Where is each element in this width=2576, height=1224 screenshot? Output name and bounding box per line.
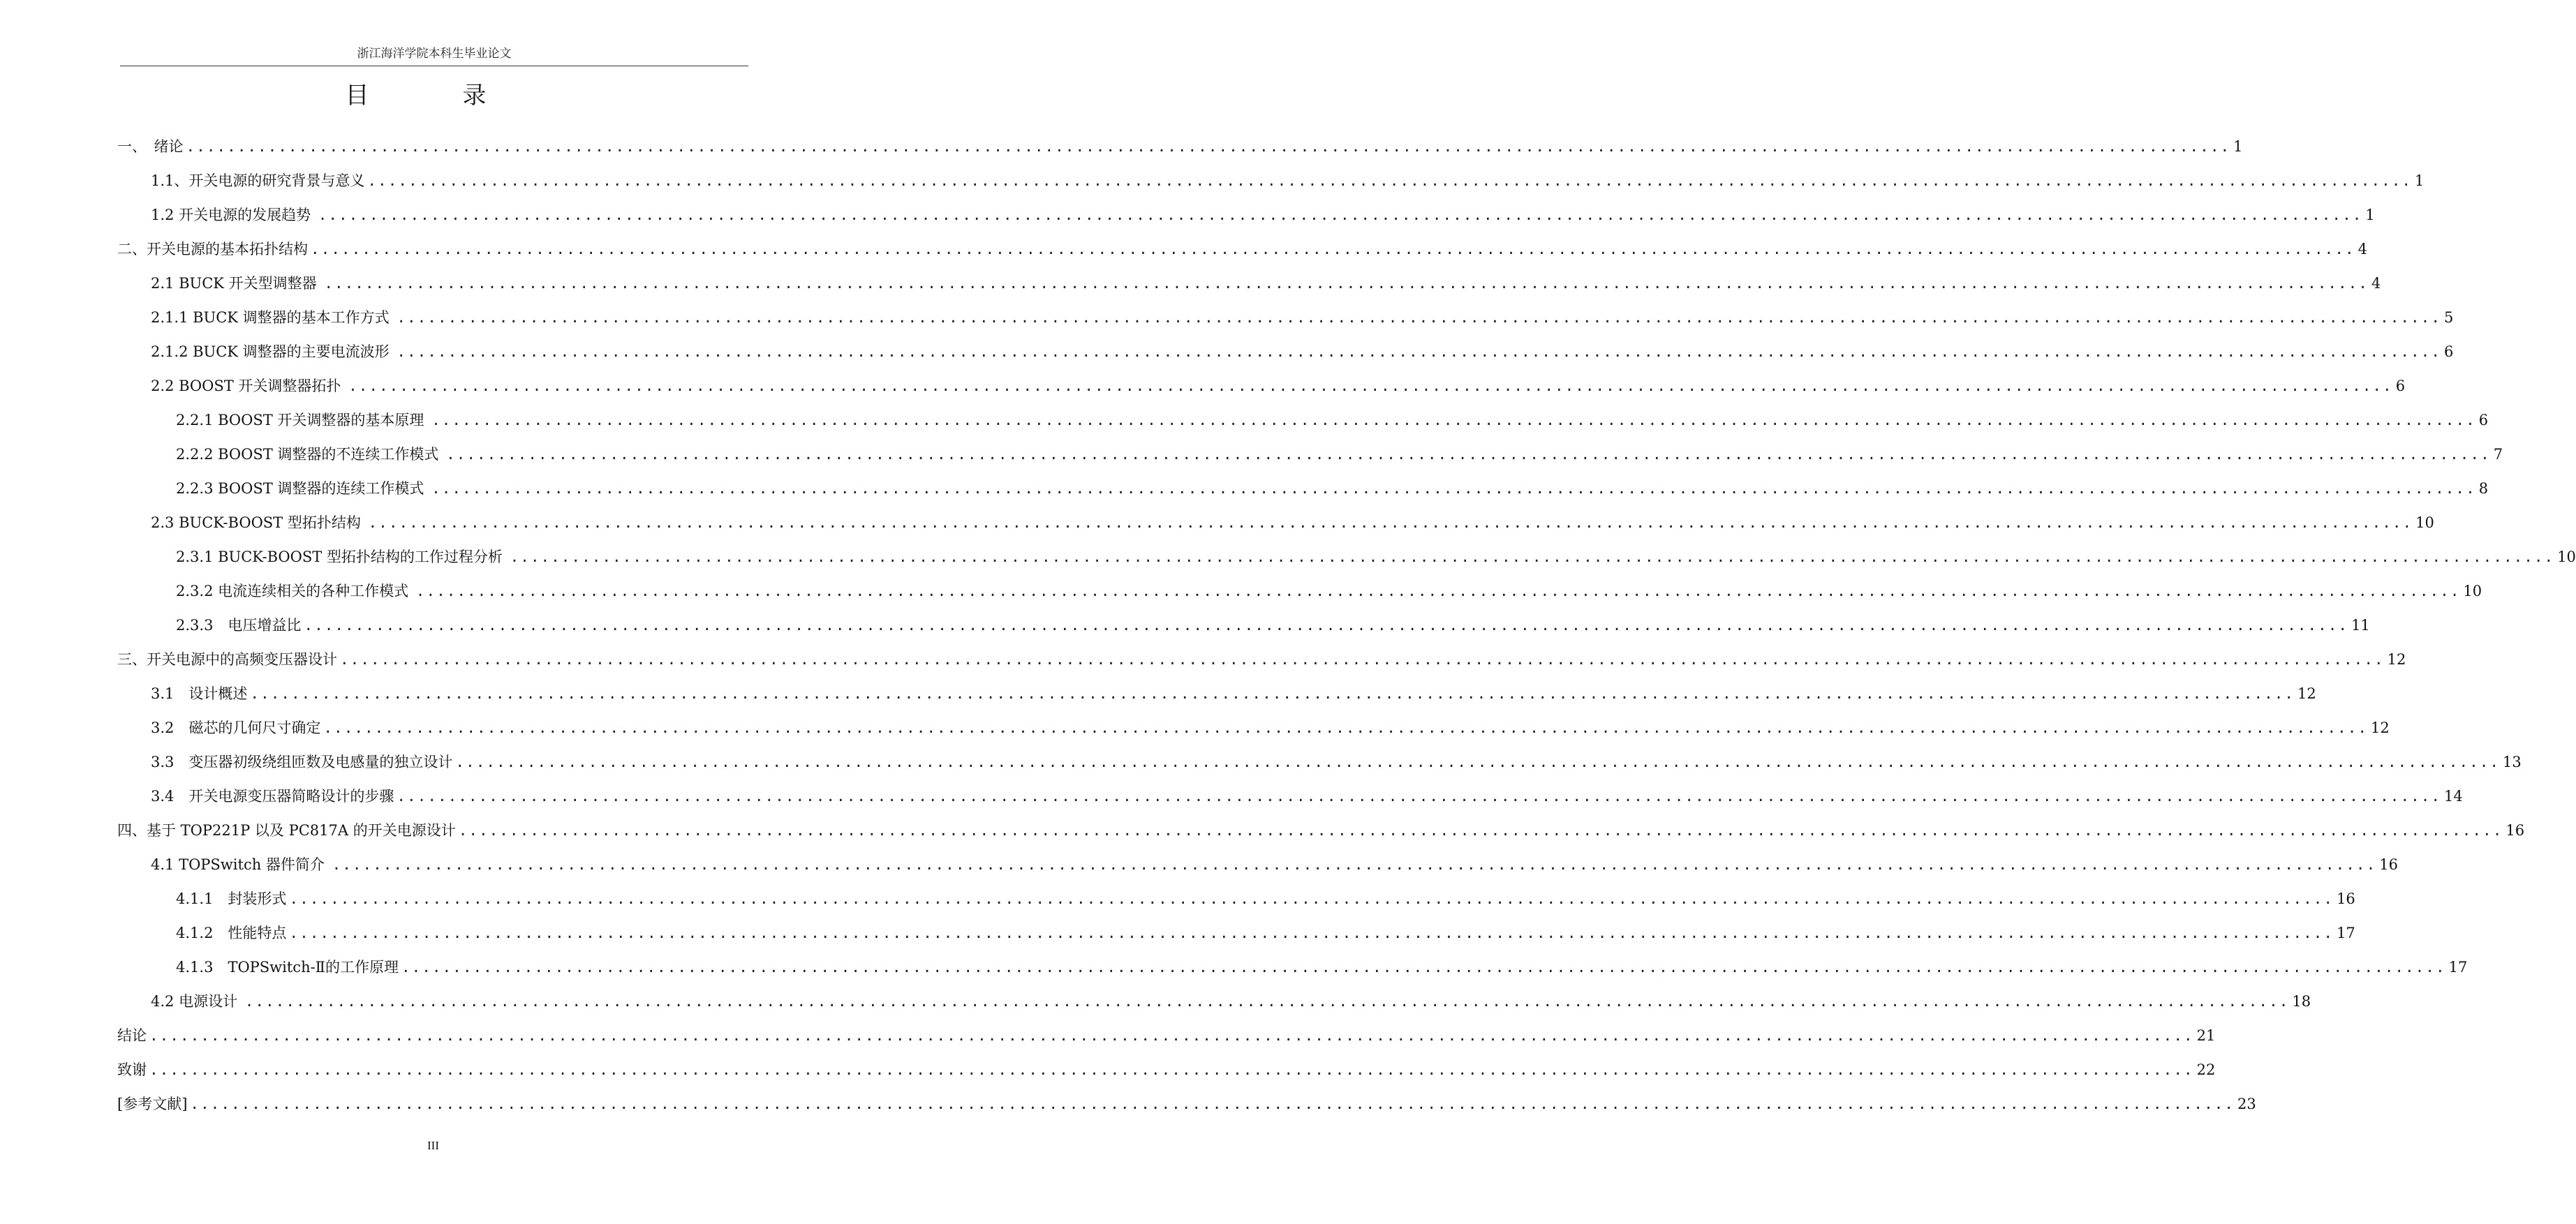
toc-leader-dots: ........................................................................................................................................................................................................ [311, 241, 2355, 258]
toc-entry[interactable] [117, 335, 2454, 369]
toc-entry-page: 6 [2443, 343, 2454, 360]
toc-entry[interactable] [117, 1053, 2216, 1087]
toc-entry[interactable] [117, 1019, 2216, 1053]
toc-leader-dots: ........................................................................................................................................................................................................ [318, 207, 2363, 223]
toc-entry-page: 11 [2351, 617, 2370, 634]
toc-leader-dots: ........................................................................................................................................................................................................ [431, 412, 2476, 428]
toc-leader-dots: ........................................................................................................................................................................................................ [332, 856, 2377, 873]
toc-entry-page: 4 [2357, 241, 2367, 258]
toc-entry-page: 6 [2478, 412, 2489, 428]
toc-leader-dots: ........................................................................................................................................................................................................ [244, 993, 2290, 1010]
toc-entry-label: 二、开关电源的基本拓扑结构 [117, 241, 308, 258]
toc-entry[interactable] [117, 985, 2311, 1019]
toc-entry[interactable] [117, 1087, 2256, 1121]
toc-entry[interactable] [117, 267, 2381, 301]
toc-entry-label: 2.3.2 电流连续相关的各种工作模式 [176, 583, 413, 599]
toc-leader-dots: ........................................................................................................................................................................................................ [250, 685, 2295, 702]
toc-entry-page: 14 [2444, 788, 2463, 805]
toc-entry-label: 四、基于 TOP221P 以及 PC817A 的开关电源设计 [117, 822, 456, 839]
toc-leader-dots: ........................................................................................................................................................................................................ [458, 822, 2503, 839]
toc-leader-dots: ........................................................................................................................................................................................................ [397, 309, 2441, 326]
toc-entry-label: 3.3 变压器初级绕组匝数及电感量的独立设计 [151, 754, 453, 770]
toc-entry-label: 2.3 BUCK-BOOST 型拓扑结构 [151, 514, 366, 531]
toc-entry-page: 16 [2379, 856, 2398, 873]
toc-leader-dots: ........................................................................................................................................................................................................ [455, 754, 2501, 770]
toc-entry-label: 2.2.2 BOOST 调整器的不连续工作模式 [176, 446, 444, 463]
toc-entry-label: 2.1.1 BUCK 调整器的基本工作方式 [151, 309, 394, 326]
toc-leader-dots: ........................................................................................................................................................................................................ [415, 583, 2461, 599]
toc-entry-label: 2.2.3 BOOST 调整器的连续工作模式 [176, 480, 429, 497]
toc-entry-label: 2.3.1 BUCK-BOOST 型拓扑结构的工作过程分析 [176, 548, 508, 565]
toc-leader-dots: ........................................................................................................................................................................................................ [348, 378, 2393, 394]
toc-entry-page: 8 [2478, 480, 2489, 497]
toc-entry-label: [参考文献] [117, 1096, 188, 1112]
toc-leader-dots: ........................................................................................................................................................................................................ [186, 138, 2231, 155]
toc-entry[interactable] [117, 301, 2454, 335]
toc-leader-dots: ........................................................................................................................................................................................................ [368, 514, 2413, 531]
toc-entry-page: 10 [2463, 583, 2482, 599]
toc-entry-label: 2.1 BUCK 开关型调整器 [151, 275, 322, 292]
toc-entry[interactable] [117, 369, 2406, 403]
toc-entry[interactable] [117, 882, 2355, 916]
toc-entry-label: 2.3.3 电压增益比 [176, 617, 302, 634]
toc-entry-label: 三、开关电源中的高频变压器设计 [117, 651, 337, 668]
toc-leader-dots: ........................................................................................................................................................................................................ [401, 959, 2446, 976]
toc-leader-dots: ........................................................................................................................................................................................................ [510, 548, 2555, 565]
toc-leader-dots: ........................................................................................................................................................................................................ [289, 925, 2334, 941]
toc-entry[interactable] [117, 540, 2576, 574]
toc-entry-page: 13 [2503, 754, 2522, 770]
toc-entry-label: 结论 [117, 1027, 147, 1044]
toc-entry[interactable] [117, 950, 2468, 985]
toc-leader-dots: ........................................................................................................................................................................................................ [149, 1061, 2194, 1078]
toc-entry-label: 3.1 设计概述 [151, 685, 248, 702]
toc-entry-label: 4.1.3 TOPSwitch-Ⅱ的工作原理 [176, 959, 399, 976]
toc-entry-label: 1.1、开关电源的研究背景与意义 [151, 172, 365, 189]
toc-entry-page: 12 [2387, 651, 2406, 668]
toc-title: 目 录 [345, 82, 521, 110]
toc-entry-page: 22 [2196, 1061, 2216, 1078]
toc-entry-label: 4.1.2 性能特点 [176, 925, 287, 941]
toc-entry-page: 1 [2415, 172, 2425, 189]
toc-entry-label: 2.1.2 BUCK 调整器的主要电流波形 [151, 343, 394, 360]
toc-leader-dots: ........................................................................................................................................................................................................ [149, 1027, 2194, 1044]
toc-leader-dots: ........................................................................................................................................................................................................ [190, 1096, 2235, 1112]
toc-entry[interactable] [117, 643, 2406, 677]
toc-entry-page: 17 [2448, 959, 2468, 976]
toc-entry[interactable] [117, 506, 2434, 540]
toc-entry-page: 5 [2443, 309, 2454, 326]
toc-entry-page: 6 [2395, 378, 2406, 394]
toc-entry-page: 10 [2557, 548, 2576, 565]
toc-entry[interactable] [117, 916, 2355, 950]
toc-entry-page: 7 [2493, 446, 2503, 463]
page-number: III [427, 1139, 439, 1152]
toc-entry[interactable] [117, 438, 2503, 472]
toc-entry-label: 1.2 开关电源的发展趋势 [151, 207, 316, 223]
toc-entry-label: 2.2.1 BOOST 开关调整器的基本原理 [176, 412, 429, 428]
toc-entry-page: 4 [2371, 275, 2381, 292]
toc-entry-label: 2.2 BOOST 开关调整器拓扑 [151, 378, 346, 394]
toc-entry-page: 1 [2233, 138, 2243, 155]
toc-entry-label: 3.2 磁芯的几何尺寸确定 [151, 719, 321, 736]
toc-entry[interactable] [117, 677, 2316, 711]
toc-leader-dots: ........................................................................................................................................................................................................ [446, 446, 2491, 463]
toc-entry-page: 17 [2337, 925, 2355, 941]
toc-leader-dots: ........................................................................................................................................................................................................ [323, 719, 2369, 736]
toc-entry-page: 12 [2371, 719, 2390, 736]
toc-entry[interactable] [117, 745, 2522, 779]
toc-leader-dots: ........................................................................................................................................................................................................ [340, 651, 2385, 668]
toc-entry-page: 18 [2292, 993, 2311, 1010]
toc-entry-page: 10 [2415, 514, 2434, 531]
toc-entry-page: 16 [2337, 890, 2355, 907]
toc-entry-page: 23 [2237, 1096, 2256, 1112]
toc-entry[interactable] [117, 814, 2525, 848]
toc-leader-dots: ........................................................................................................................................................................................................ [397, 343, 2441, 360]
toc-entry[interactable] [117, 198, 2375, 232]
toc-entry[interactable] [117, 609, 2370, 643]
toc-leader-dots: ........................................................................................................................................................................................................ [431, 480, 2476, 497]
toc-entry-page: 21 [2196, 1027, 2216, 1044]
toc-entry[interactable] [117, 711, 2390, 745]
toc-entry[interactable] [117, 574, 2482, 609]
toc-entry-label: 4.2 电源设计 [151, 993, 242, 1010]
toc-entry[interactable] [117, 848, 2398, 882]
toc-entry-page: 12 [2297, 685, 2316, 702]
toc-entry[interactable] [117, 779, 2463, 814]
table-of-contents [117, 130, 2576, 1121]
toc-leader-dots: ........................................................................................................................................................................................................ [289, 890, 2334, 907]
toc-entry[interactable] [117, 232, 2367, 267]
toc-entry-page: 16 [2505, 822, 2525, 839]
running-header: 浙江海洋学院本科生毕业论文 [120, 42, 748, 66]
toc-entry-label: 3.4 开关电源变压器简略设计的步骤 [151, 788, 394, 805]
toc-leader-dots: ........................................................................................................................................................................................................ [397, 788, 2442, 805]
toc-entry-label: 一、 绪论 [117, 138, 184, 155]
toc-entry-label: 4.1 TOPSwitch 器件简介 [151, 856, 330, 873]
toc-entry[interactable] [117, 130, 2243, 164]
toc-entry-label: 致谢 [117, 1061, 147, 1078]
toc-entry[interactable] [117, 472, 2489, 506]
toc-entry[interactable] [117, 403, 2489, 438]
toc-entry[interactable] [117, 164, 2425, 198]
toc-leader-dots: ........................................................................................................................................................................................................ [324, 275, 2369, 292]
toc-entry-label: 4.1.1 封装形式 [176, 890, 287, 907]
toc-entry-page: 1 [2365, 207, 2375, 223]
toc-leader-dots: ........................................................................................................................................................................................................ [304, 617, 2349, 634]
toc-leader-dots: ........................................................................................................................................................................................................ [367, 172, 2413, 189]
